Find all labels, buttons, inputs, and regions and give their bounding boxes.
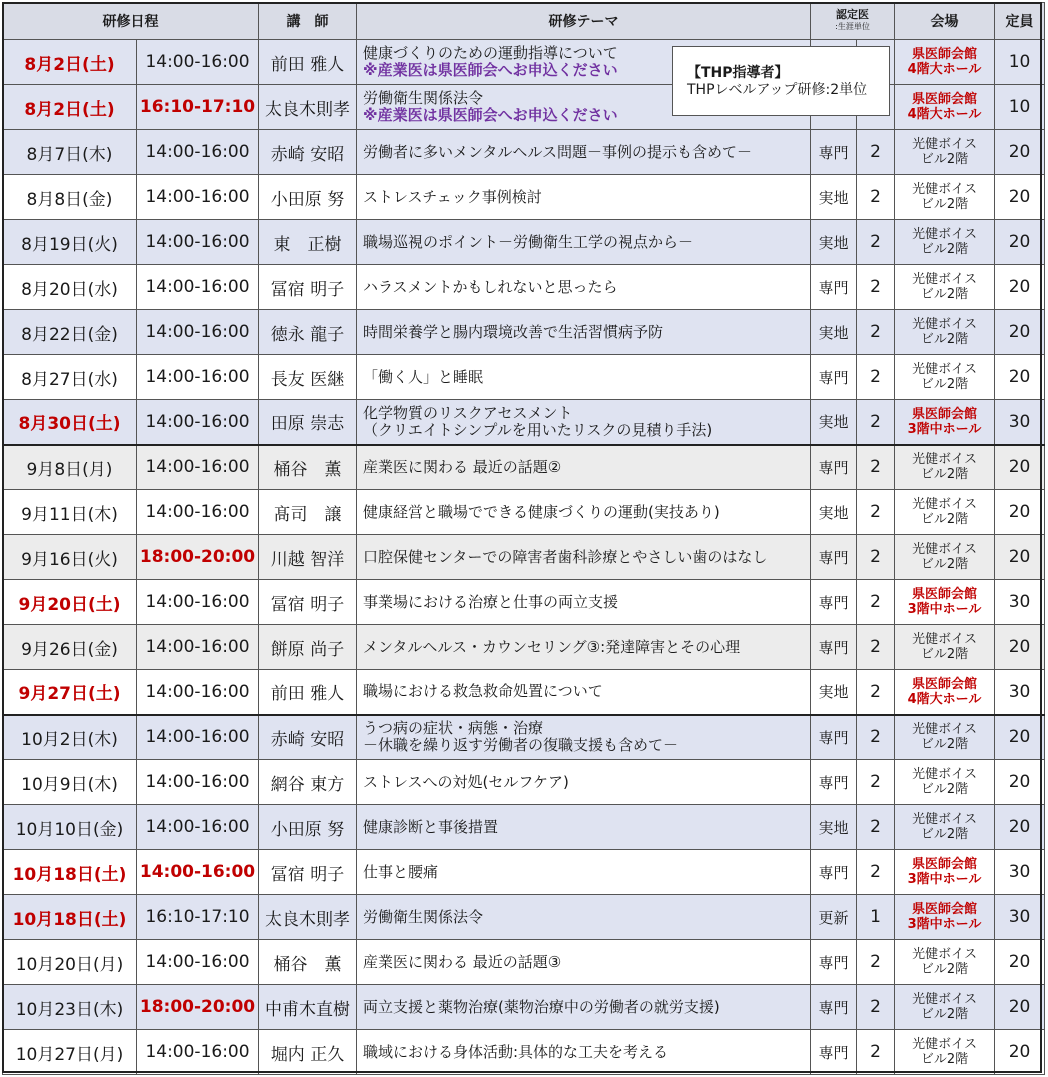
venue-cell	[895, 400, 995, 445]
topic-cell	[357, 895, 811, 940]
venue-cell	[895, 940, 995, 985]
topic-line: 労働衛生関係法令	[363, 907, 484, 926]
credit-type-cell: 専門	[811, 760, 857, 805]
venue-line: ビル2階	[920, 467, 969, 483]
topic-line: 「働く人」と睡眠	[363, 367, 484, 386]
capacity-cell: 20	[995, 445, 1045, 490]
venue-cell	[895, 760, 995, 805]
credit-units-cell: 2	[857, 355, 895, 400]
topic-cell	[357, 310, 811, 355]
lecturer-cell: 網谷 東方	[259, 760, 357, 805]
venue-line: ビル2階	[920, 737, 969, 753]
capacity-cell: 20	[995, 310, 1045, 355]
date-cell: 10月10日(金)	[3, 805, 137, 850]
table-row	[3, 220, 1045, 265]
venue-line: ビル2階	[920, 197, 969, 212]
credit-type-cell: 専門	[811, 850, 857, 895]
topic-line: 職域における身体活動:具体的な工夫を考える	[363, 1042, 669, 1061]
venue-cell	[895, 535, 995, 580]
topic-line: 産業医に関わる 最近の話題②	[363, 457, 562, 476]
time-cell: 14:00-16:00	[137, 850, 259, 895]
credit-type-cell: 実地	[811, 400, 857, 445]
topic-line: メンタルヘルス・カウンセリング③:発達障害とその心理	[363, 637, 741, 656]
date-cell: 8月8日(金)	[3, 175, 137, 220]
venue-line: 3階中ホール	[907, 602, 982, 617]
lecturer-cell: 小田原 努	[259, 805, 357, 850]
date-cell: 9月11日(木)	[3, 490, 137, 535]
lecturer-cell: 餅原 尚子	[259, 625, 357, 670]
credit-units-cell: 2	[857, 850, 895, 895]
topic-cell	[357, 805, 811, 850]
lecturer-cell: 長友 医継	[259, 355, 357, 400]
credit-type-cell: 実地	[811, 490, 857, 535]
date-cell: 9月27日(土)	[3, 670, 137, 715]
credit-units-cell: 2	[857, 265, 895, 310]
topic-cell	[357, 850, 811, 895]
credit-type-cell: 専門	[811, 580, 857, 625]
table-row	[3, 715, 1045, 760]
topic-cell	[357, 265, 811, 310]
topic-subline: ※産業医は県医師会へお申込ください	[363, 61, 618, 79]
venue-cell	[895, 265, 995, 310]
lecturer-cell: 冨宿 明子	[259, 265, 357, 310]
time-cell: 14:00-16:00	[137, 175, 259, 220]
date-cell: 8月19日(火)	[3, 220, 137, 265]
topic-subline: （クリエイトシンプルを用いたリスクの見積り手法)	[363, 420, 713, 439]
credit-type-cell: 専門	[811, 265, 857, 310]
table-row	[3, 1030, 1045, 1075]
venue-line: 県医師会館	[912, 902, 978, 917]
credit-units-cell: 2	[857, 625, 895, 670]
schedule-body	[3, 40, 1045, 1075]
date-cell: 8月27日(水)	[3, 355, 137, 400]
topic-line: 仕事と腰痛	[363, 862, 439, 881]
time-cell: 14:00-16:00	[137, 265, 259, 310]
credit-units-cell: 2	[857, 1030, 895, 1075]
date-cell: 9月8日(月)	[3, 445, 137, 490]
time-cell: 14:00-16:00	[137, 355, 259, 400]
header-credit-label: 認定医	[836, 8, 869, 21]
capacity-cell: 10	[995, 40, 1045, 85]
venue-line: 光健ボイス	[912, 632, 977, 647]
topic-line: 労働衛生関係法令	[363, 89, 484, 107]
lecturer-cell: 川越 智洋	[259, 535, 357, 580]
capacity-cell: 20	[995, 1030, 1045, 1075]
time-cell: 18:00-20:00	[137, 985, 259, 1030]
table-row	[3, 580, 1045, 625]
credit-units-cell: 2	[857, 760, 895, 805]
venue-line: 光健ボイス	[912, 272, 977, 287]
venue-line: 光健ボイス	[912, 722, 977, 738]
time-cell: 14:00-16:00	[137, 940, 259, 985]
topic-cell	[357, 445, 811, 490]
topic-cell	[357, 175, 811, 220]
topic-line: 健康経営と職場でできる健康づくりの運動(実技あり)	[363, 502, 720, 521]
venue-line: 光健ボイス	[912, 452, 977, 468]
credit-units-cell: 2	[857, 400, 895, 445]
venue-line: 3階中ホール	[907, 872, 982, 887]
credit-units-cell: 2	[857, 445, 895, 490]
venue-line: 県医師会館	[912, 47, 978, 62]
capacity-cell: 30	[995, 400, 1045, 445]
header-date: 研修日程	[3, 3, 259, 40]
topic-line: 化学物質のリスクアセスメント	[363, 403, 573, 422]
time-cell: 14:00-16:00	[137, 625, 259, 670]
lecturer-cell: 前田 雅人	[259, 40, 357, 85]
topic-line: 労働者に多いメンタルヘルス問題－事例の提示も含めて－	[363, 142, 752, 161]
date-cell: 10月9日(木)	[3, 760, 137, 805]
date-cell: 10月2日(木)	[3, 715, 137, 760]
time-cell: 14:00-16:00	[137, 40, 259, 85]
venue-cell	[895, 715, 995, 760]
table-row	[3, 895, 1045, 940]
venue-line: 光健ボイス	[912, 362, 977, 377]
credit-type-cell: 専門	[811, 715, 857, 760]
topic-cell	[357, 985, 811, 1030]
date-cell: 8月2日(土)	[3, 40, 137, 85]
topic-line: 健康診断と事後措置	[363, 817, 499, 836]
topic-line: 職場における救急救命処置について	[363, 682, 603, 701]
capacity-cell: 10	[995, 85, 1045, 130]
credit-type-cell: 専門	[811, 130, 857, 175]
lecturer-cell: 冨宿 明子	[259, 850, 357, 895]
venue-line: ビル2階	[920, 557, 969, 572]
table-row	[3, 985, 1045, 1030]
venue-cell	[895, 40, 995, 85]
table-row	[3, 175, 1045, 220]
credit-type-cell: 更新	[811, 895, 857, 940]
credit-units-cell: 2	[857, 310, 895, 355]
credit-units-cell: 2	[857, 220, 895, 265]
topic-cell	[357, 490, 811, 535]
venue-line: 光健ボイス	[912, 1037, 977, 1052]
time-cell: 14:00-16:00	[137, 715, 259, 760]
capacity-cell: 20	[995, 760, 1045, 805]
topic-line: 両立支援と薬物治療(薬物治療中の労働者の就労支援)	[363, 997, 720, 1016]
credit-type-cell: 実地	[811, 805, 857, 850]
credit-units-cell: 2	[857, 175, 895, 220]
time-cell: 14:00-16:00	[137, 760, 259, 805]
time-cell: 14:00-16:00	[137, 490, 259, 535]
credit-type-cell: 実地	[811, 175, 857, 220]
topic-cell	[357, 760, 811, 805]
capacity-cell: 20	[995, 490, 1045, 535]
date-cell: 8月2日(土)	[3, 85, 137, 130]
lecturer-cell: 太良木則孝	[259, 895, 357, 940]
venue-line: 県医師会館	[912, 92, 978, 107]
capacity-cell: 20	[995, 985, 1045, 1030]
venue-line: 光健ボイス	[912, 542, 977, 557]
capacity-cell: 20	[995, 355, 1045, 400]
date-cell: 10月27日(月)	[3, 1030, 137, 1075]
lecturer-cell: 東 正樹	[259, 220, 357, 265]
venue-line: ビル2階	[920, 827, 969, 842]
venue-line: 光健ボイス	[912, 947, 977, 962]
venue-cell	[895, 850, 995, 895]
time-cell: 14:00-16:00	[137, 1030, 259, 1075]
capacity-cell: 20	[995, 175, 1045, 220]
venue-line: 4階大ホール	[907, 62, 982, 77]
date-cell: 8月22日(金)	[3, 310, 137, 355]
table-row	[3, 850, 1045, 895]
credit-type-cell: 専門	[811, 535, 857, 580]
table-row	[3, 355, 1045, 400]
capacity-cell: 20	[995, 940, 1045, 985]
venue-cell	[895, 355, 995, 400]
capacity-cell: 30	[995, 850, 1045, 895]
table-row	[3, 670, 1045, 715]
topic-subline: －休職を繰り返す労働者の復職支援も含めて－	[363, 736, 679, 755]
venue-cell	[895, 895, 995, 940]
credit-type-cell: 専門	[811, 625, 857, 670]
venue-line: 3階中ホール	[907, 917, 982, 932]
date-cell: 9月20日(土)	[3, 580, 137, 625]
venue-cell	[895, 490, 995, 535]
lecturer-cell: 桶谷 薫	[259, 445, 357, 490]
venue-line: 光健ボイス	[912, 767, 977, 782]
credit-units-cell: 2	[857, 670, 895, 715]
credit-type-cell: 専門	[811, 445, 857, 490]
time-cell: 14:00-16:00	[137, 400, 259, 445]
venue-line: 光健ボイス	[912, 497, 977, 512]
header-credit-sub: :生涯単位	[835, 22, 870, 31]
header-lecturer: 講 師	[259, 3, 357, 40]
venue-line: 4階大ホール	[907, 107, 982, 122]
lecturer-cell: 髙司 譲	[259, 490, 357, 535]
venue-cell	[895, 85, 995, 130]
venue-line: 光健ボイス	[912, 992, 977, 1007]
credit-units-cell: 2	[857, 985, 895, 1030]
venue-line: ビル2階	[920, 1007, 969, 1022]
time-cell: 14:00-16:00	[137, 130, 259, 175]
table-row	[3, 310, 1045, 355]
lecturer-cell: 堀内 正久	[259, 1030, 357, 1075]
capacity-cell: 20	[995, 535, 1045, 580]
capacity-cell: 20	[995, 715, 1045, 760]
venue-cell	[895, 175, 995, 220]
capacity-cell: 20	[995, 625, 1045, 670]
topic-cell	[357, 130, 811, 175]
time-cell: 16:10-17:10	[137, 895, 259, 940]
venue-cell	[895, 445, 995, 490]
topic-line: 口腔保健センターでの障害者歯科診療とやさしい歯のはなし	[363, 547, 768, 566]
topic-cell	[357, 220, 811, 265]
venue-line: 光健ボイス	[912, 137, 977, 152]
capacity-cell: 30	[995, 580, 1045, 625]
date-cell: 8月20日(水)	[3, 265, 137, 310]
venue-cell	[895, 625, 995, 670]
time-cell: 14:00-16:00	[137, 445, 259, 490]
topic-line: 産業医に関わる 最近の話題③	[363, 952, 562, 971]
table-row	[3, 940, 1045, 985]
venue-cell	[895, 670, 995, 715]
date-cell: 9月26日(金)	[3, 625, 137, 670]
date-cell: 10月18日(土)	[3, 895, 137, 940]
venue-line: 県医師会館	[912, 587, 978, 602]
venue-line: ビル2階	[920, 377, 969, 392]
credit-units-cell: 2	[857, 490, 895, 535]
topic-line: ストレスへの対処(セルフケア)	[363, 772, 569, 791]
topic-line: うつ病の症状・病態・治療	[363, 719, 544, 738]
topic-line: 職場巡視のポイント－労働衛生工学の視点から－	[363, 232, 694, 251]
topic-cell	[357, 535, 811, 580]
date-cell: 10月20日(月)	[3, 940, 137, 985]
capacity-cell: 20	[995, 130, 1045, 175]
lecturer-cell: 徳永 龍子	[259, 310, 357, 355]
venue-cell	[895, 1030, 995, 1075]
table-row	[3, 490, 1045, 535]
topic-subline: ※産業医は県医師会へお申込ください	[363, 106, 618, 124]
header-capacity: 定員	[995, 3, 1045, 40]
table-row	[3, 130, 1045, 175]
thp-note-box	[672, 46, 890, 116]
credit-type-cell: 実地	[811, 310, 857, 355]
credit-type-cell: 専門	[811, 1030, 857, 1075]
lecturer-cell: 赤崎 安昭	[259, 130, 357, 175]
topic-line: 時間栄養学と腸内環境改善で生活習慣病予防	[363, 322, 664, 341]
venue-cell	[895, 130, 995, 175]
date-cell: 10月23日(木)	[3, 985, 137, 1030]
venue-line: ビル2階	[920, 287, 969, 302]
venue-line: ビル2階	[920, 647, 969, 662]
topic-line: ハラスメントかもしれないと思ったら	[363, 277, 618, 296]
date-cell: 9月16日(火)	[3, 535, 137, 580]
header-venue: 会場	[895, 3, 995, 40]
venue-line: 県医師会館	[912, 857, 978, 872]
lecturer-cell: 中甫木直樹	[259, 985, 357, 1030]
time-cell: 14:00-16:00	[137, 670, 259, 715]
venue-line: 4階大ホール	[907, 691, 982, 707]
credit-units-cell: 2	[857, 535, 895, 580]
capacity-cell: 20	[995, 220, 1045, 265]
table-row	[3, 805, 1045, 850]
topic-line: 健康づくりのための運動指導について	[363, 44, 618, 62]
venue-line: ビル2階	[920, 782, 969, 797]
header-credit	[811, 3, 895, 40]
topic-line: 事業場における治療と仕事の両立支援	[363, 592, 619, 611]
venue-line: 3階中ホール	[907, 421, 982, 437]
venue-line: 光健ボイス	[912, 812, 977, 827]
time-cell: 18:00-20:00	[137, 535, 259, 580]
lecturer-cell: 冨宿 明子	[259, 580, 357, 625]
venue-line: 光健ボイス	[912, 227, 977, 242]
topic-cell	[357, 625, 811, 670]
time-cell: 14:00-16:00	[137, 310, 259, 355]
lecturer-cell: 赤崎 安昭	[259, 715, 357, 760]
time-cell: 16:10-17:10	[137, 85, 259, 130]
table-row	[3, 445, 1045, 490]
venue-line: ビル2階	[920, 1052, 969, 1067]
topic-cell	[357, 1030, 811, 1075]
table-row	[3, 400, 1045, 445]
topic-cell	[357, 355, 811, 400]
credit-units-cell: 2	[857, 940, 895, 985]
credit-units-cell: 2	[857, 715, 895, 760]
credit-units-cell: 2	[857, 805, 895, 850]
venue-line: 光健ボイス	[912, 182, 977, 197]
lecturer-cell: 小田原 努	[259, 175, 357, 220]
date-cell: 10月18日(土)	[3, 850, 137, 895]
table-row	[3, 535, 1045, 580]
venue-cell	[895, 310, 995, 355]
venue-line: ビル2階	[920, 962, 969, 977]
topic-line: ストレスチェック事例検討	[363, 187, 542, 206]
venue-cell	[895, 985, 995, 1030]
thp-note-title: 【THP指導者】	[687, 65, 789, 81]
venue-line: 県医師会館	[912, 676, 978, 692]
training-schedule-table	[2, 2, 1045, 1075]
lecturer-cell: 太良木則孝	[259, 85, 357, 130]
venue-cell	[895, 805, 995, 850]
topic-cell	[357, 715, 811, 760]
topic-cell	[357, 940, 811, 985]
topic-cell	[357, 580, 811, 625]
venue-cell	[895, 580, 995, 625]
venue-line: ビル2階	[920, 152, 969, 167]
credit-units-cell: 2	[857, 580, 895, 625]
thp-note-detail: THPレベルアップ研修:2単位	[687, 82, 868, 98]
table-row	[3, 265, 1045, 310]
topic-cell	[357, 400, 811, 445]
credit-type-cell: 専門	[811, 985, 857, 1030]
lecturer-cell: 田原 崇志	[259, 400, 357, 445]
header-topic: 研修テーマ	[357, 3, 811, 40]
time-cell: 14:00-16:00	[137, 580, 259, 625]
header-row	[3, 3, 1045, 40]
capacity-cell: 20	[995, 805, 1045, 850]
venue-line: 県医師会館	[912, 406, 978, 422]
credit-type-cell: 専門	[811, 355, 857, 400]
capacity-cell: 30	[995, 895, 1045, 940]
credit-type-cell: 実地	[811, 220, 857, 265]
venue-cell	[895, 220, 995, 265]
credit-type-cell: 実地	[811, 670, 857, 715]
date-cell: 8月7日(木)	[3, 130, 137, 175]
time-cell: 14:00-16:00	[137, 220, 259, 265]
credit-units-cell: 2	[857, 130, 895, 175]
lecturer-cell: 前田 雅人	[259, 670, 357, 715]
lecturer-cell: 桶谷 薫	[259, 940, 357, 985]
topic-cell	[357, 670, 811, 715]
venue-line: 光健ボイス	[912, 317, 977, 332]
venue-line: ビル2階	[920, 332, 969, 347]
venue-line: ビル2階	[920, 512, 969, 527]
table-row	[3, 625, 1045, 670]
table-row	[3, 760, 1045, 805]
time-cell: 14:00-16:00	[137, 805, 259, 850]
credit-units-cell: 1	[857, 895, 895, 940]
capacity-cell: 30	[995, 670, 1045, 715]
date-cell: 8月30日(土)	[3, 400, 137, 445]
credit-type-cell: 専門	[811, 940, 857, 985]
capacity-cell: 20	[995, 265, 1045, 310]
venue-line: ビル2階	[920, 242, 969, 257]
